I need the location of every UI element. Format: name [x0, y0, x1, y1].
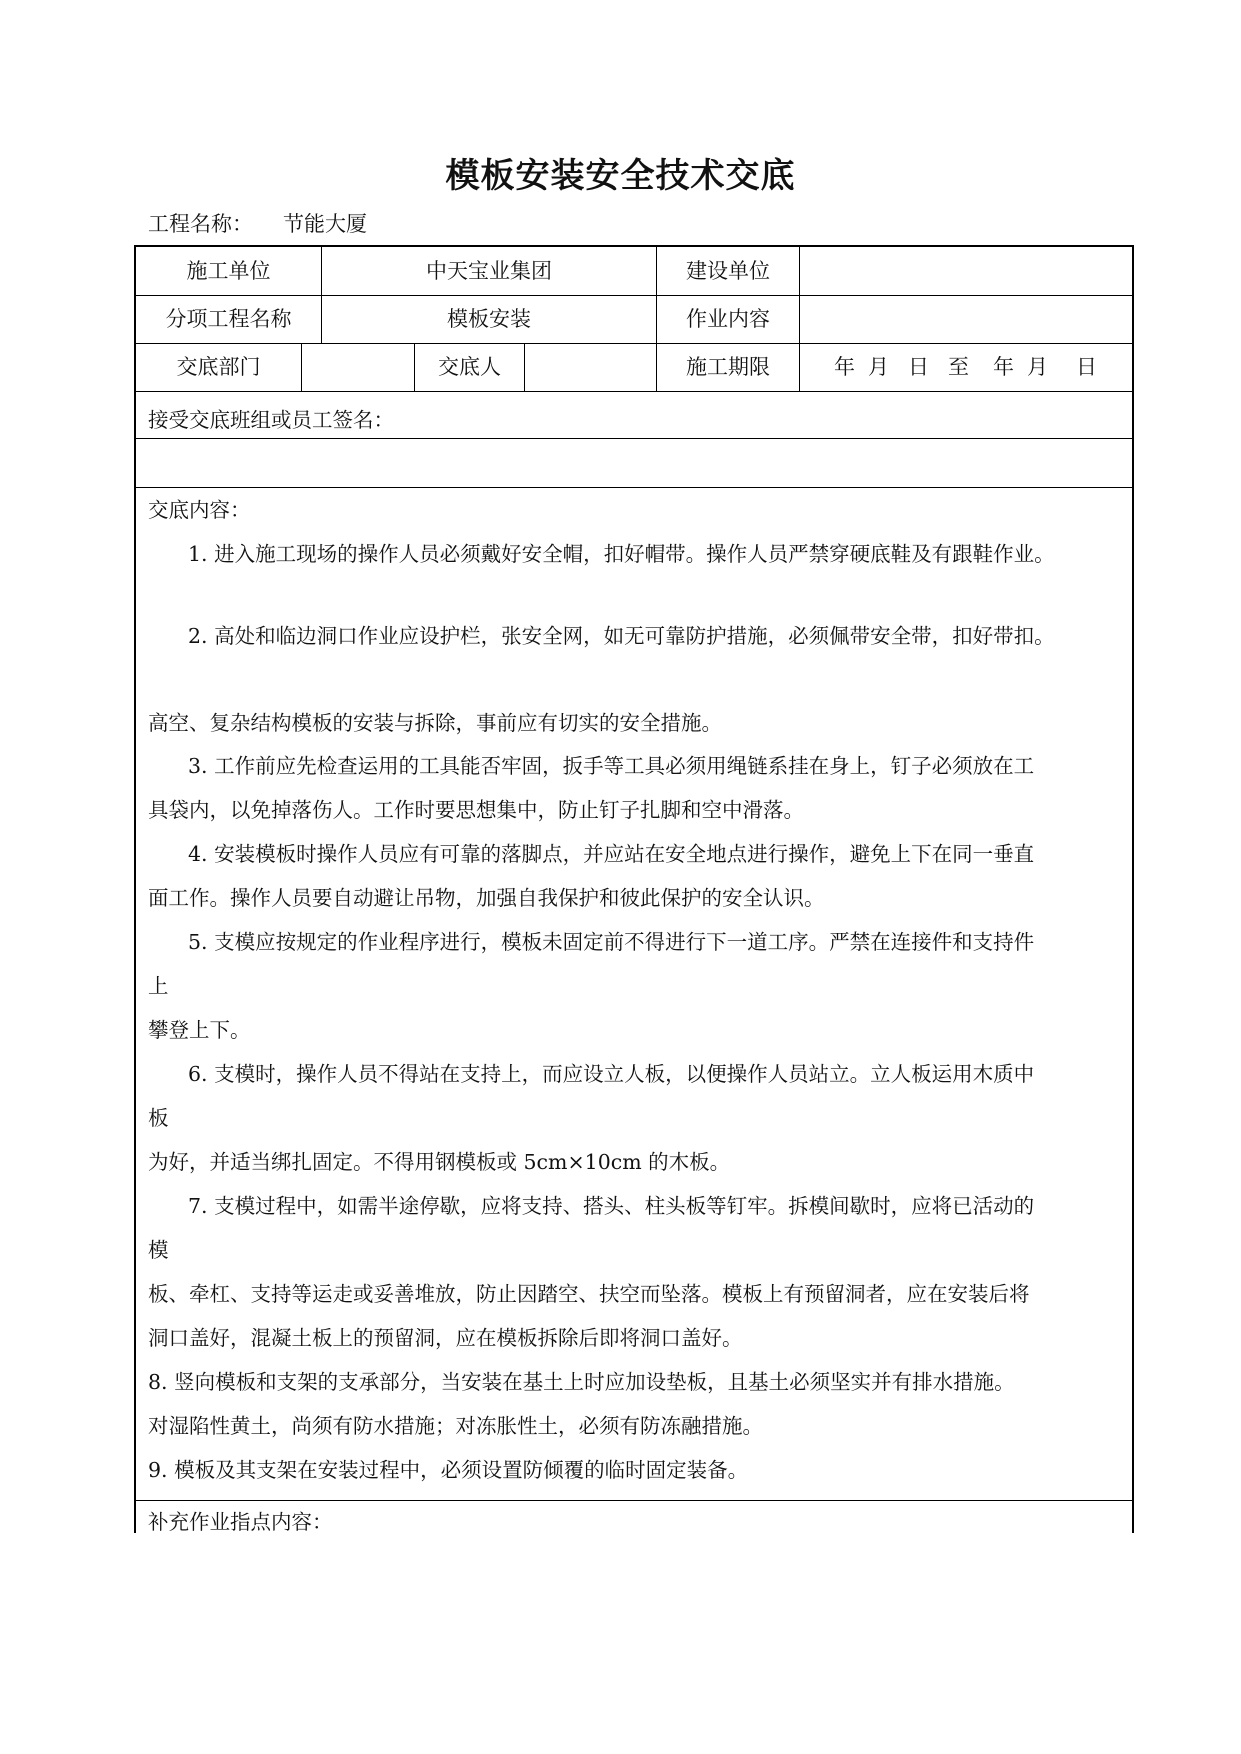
content-label: 交底内容：	[148, 498, 251, 522]
discloser-value	[525, 343, 656, 391]
content-line: 面工作。操作人员要自动避让吊物，加强自我保护和彼此保护的安全认识。	[148, 886, 825, 910]
content-line: 攀登上下。	[148, 1018, 251, 1042]
disclosure-dept-value	[302, 343, 414, 391]
date-year-end: 年	[993, 355, 1014, 379]
content-line: 9. 模板及其支架在安装过程中，必须设置防倾覆的临时固定装备。	[148, 1458, 749, 1482]
row-divider	[136, 1500, 1132, 1501]
content-line: 上	[148, 974, 169, 998]
content-line: 3. 工作前应先检查运用的工具能否牢固，扳手等工具必须用绳链系挂在身上，钉子必须放在工	[188, 754, 1035, 778]
content-line: 具袋内，以免掉落伤人。工作时要思想集中，防止钉子扎脚和空中滑落。	[148, 798, 804, 822]
supplement-label: 补充作业指点内容：	[148, 1510, 333, 1534]
content-line: 5. 支模应按规定的作业程序进行，模板未固定前不得进行下一道工序。严禁在连接件和支持件	[188, 930, 1035, 954]
work-content-value	[800, 295, 1130, 343]
disclosure-dept-label: 交底部门	[176, 355, 261, 379]
disclosure-table	[134, 245, 1134, 1533]
date-day-end: 日	[1076, 355, 1097, 379]
content-line: 板	[148, 1106, 169, 1130]
owner-unit-label: 建设单位	[686, 259, 770, 283]
project-name-label: 工程名称：	[148, 212, 253, 236]
content-line: 7. 支模过程中，如需半途停歇，应将支持、搭头、柱头板等钉牢。拆模间歇时，应将已活动的	[188, 1194, 1035, 1218]
content-line: 高空、复杂结构模板的安装与拆除，事前应有切实的安全措施。	[148, 711, 722, 735]
row-divider	[136, 487, 1132, 488]
signature-label: 接受交底班组或员工签名：	[148, 408, 394, 432]
discloser-label: 交底人	[438, 355, 501, 379]
content-line: 2. 高处和临边洞口作业应设护栏，张安全网，如无可靠防护措施，必须佩带安全带，扣好带扣。	[188, 624, 1055, 648]
content-line: 对湿陷性黄土，尚须有防水措施；对冻胀性土，必须有防冻融措施。	[148, 1414, 763, 1438]
date-month-end: 月	[1027, 355, 1048, 379]
project-name-value: 节能大厦	[283, 212, 367, 236]
row-divider	[136, 391, 1132, 392]
sub-project-name-label: 分项工程名称	[165, 307, 292, 331]
construction-period-label: 施工期限	[686, 355, 770, 379]
project-name-row	[148, 208, 367, 238]
content-line: 8. 竖向模板和支架的支承部分，当安装在基土上时应加设垫板，且基土必须坚实并有排水措施。	[148, 1370, 1015, 1394]
sub-project-name-value: 模板安装	[447, 307, 531, 331]
content-line: 4. 安装模板时操作人员应有可靠的落脚点，并应站在安全地点进行操作，避免上下在同一垂直	[188, 842, 1035, 866]
content-line: 6. 支模时，操作人员不得站在支持上，而应设立人板，以便操作人员站立。立人板运用木质中	[188, 1062, 1035, 1086]
construction-unit-label: 施工单位	[186, 259, 271, 283]
date-year-start: 年	[834, 355, 855, 379]
content-line: 洞口盖好，混凝土板上的预留洞，应在模板拆除后即将洞口盖好。	[148, 1326, 743, 1350]
construction-unit-value: 中天宝业集团	[426, 259, 552, 283]
date-to: 至	[948, 355, 969, 379]
construction-period-value	[800, 343, 1130, 391]
content-line: 模	[148, 1238, 169, 1262]
content-line: 板、牵杠、支持等运走或妥善堆放，防止因踏空、扶空而坠落。模板上有预留洞者，应在安装后将	[148, 1282, 1030, 1306]
row-divider	[136, 438, 1132, 439]
date-day-start: 日	[908, 355, 929, 379]
work-content-label: 作业内容	[686, 307, 770, 331]
date-month-start: 月	[868, 355, 889, 379]
document-title: 模板安装安全技术交底	[445, 156, 796, 196]
content-line: 1. 进入施工现场的操作人员必须戴好安全帽，扣好帽带。操作人员严禁穿硬底鞋及有跟鞋作业。	[188, 542, 1055, 566]
owner-unit-value	[800, 247, 1130, 295]
content-line: 为好，并适当绑扎固定。不得用钢模板或 5cm×10cm 的木板。	[148, 1150, 731, 1174]
